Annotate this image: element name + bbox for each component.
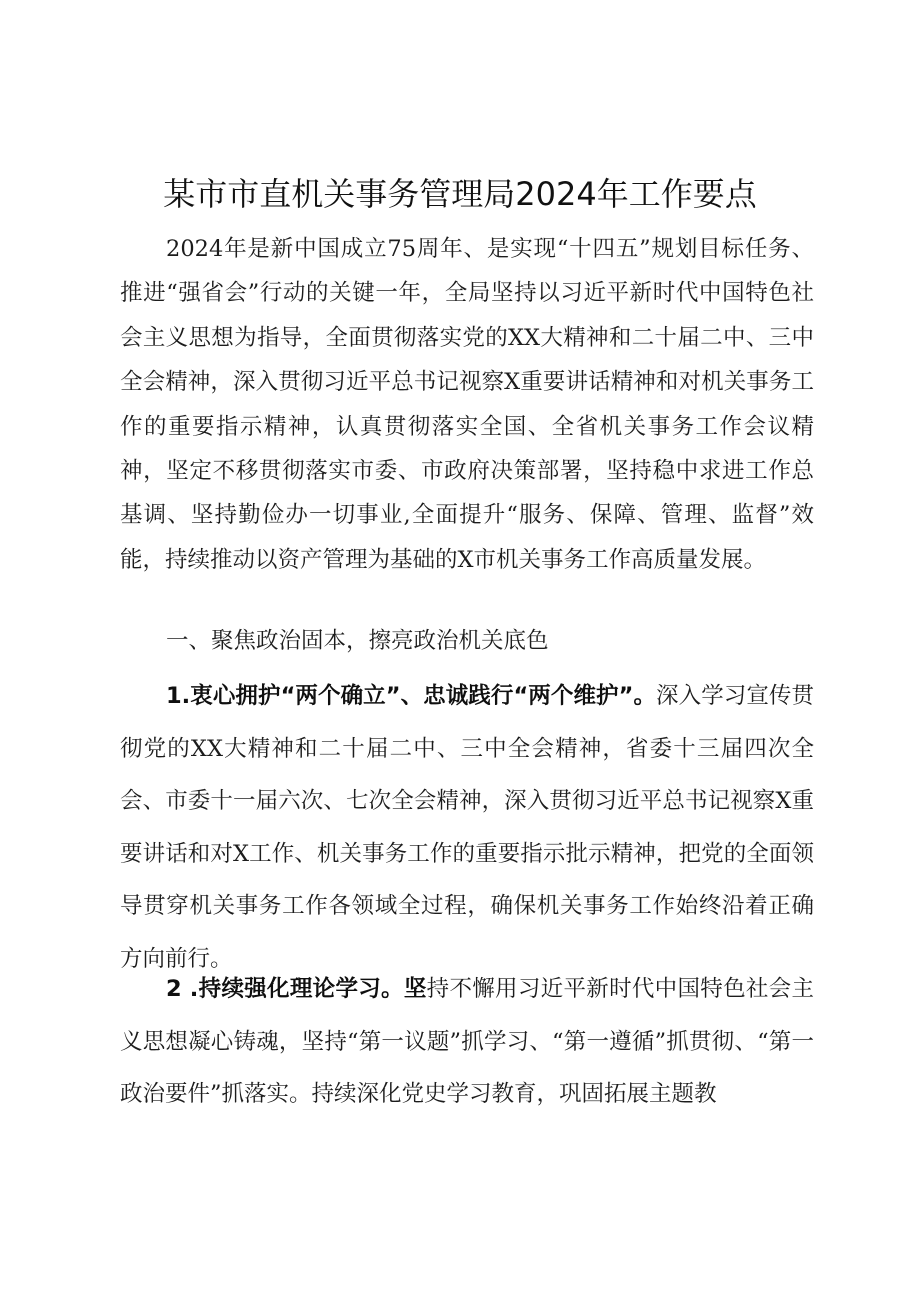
item-1-lead: 1.衷心拥护“两个确立”、忠诚践行“两个维护”。 <box>166 683 657 709</box>
item-2-text: 持不懈用习近平新时代中国特色社会主义思想凝心铸魂，坚持“第一议题”抓学习、“第一遵循”抓贯彻、“第一政治要件”抓落实。持续深化党史学习教育，巩固拓展主题教 <box>120 976 814 1107</box>
item-1-text: 深入学习宣传贯彻党的XX大精神和二十届二中、三中全会精神，省委十三届四次全会、市委十一届六次、七次全会精神，深入贯彻习近平总书记视察X重要讲话和对X工作、机关事务工作的重要指示批示精神，把党的全面领导贯穿机关事务工作各领域全过程，确保机关事务工作始终沿着正确方向前行。 <box>120 683 814 972</box>
item-1-paragraph <box>120 670 814 985</box>
item-2-paragraph <box>120 963 814 1121</box>
section-heading: 一、聚焦政治固本，擦亮政治机关底色 <box>166 628 549 654</box>
intro-paragraph: 2024年是新中国成立75周年、是实现“十四五”规划目标任务、推进“强省会”行动的关键一年，全局坚持以习近平新时代中国特色社会主义思想为指导，全面贯彻落实党的XX大精神和二十届二中、三中全会精神，深入贯彻习近平总书记视察X重要讲话精神和对机关事务工作的重要指示精神，认真贯彻落实全国、全省机关事务工作会议精神，坚定不移贯彻落实市委、市政府决策部署，坚持稳中求进工作总基调、坚持勤俭办一切事业,全面提升“服务、保障、管理、监督”效能，持续推动以资产管理为基础的X市机关事务工作高质量发展。 <box>120 236 814 573</box>
item-2-lead: 2 .持续强化理论学习。坚 <box>166 976 427 1002</box>
document-title: 某市市直机关事务管理局2024年工作要点 <box>163 175 757 213</box>
